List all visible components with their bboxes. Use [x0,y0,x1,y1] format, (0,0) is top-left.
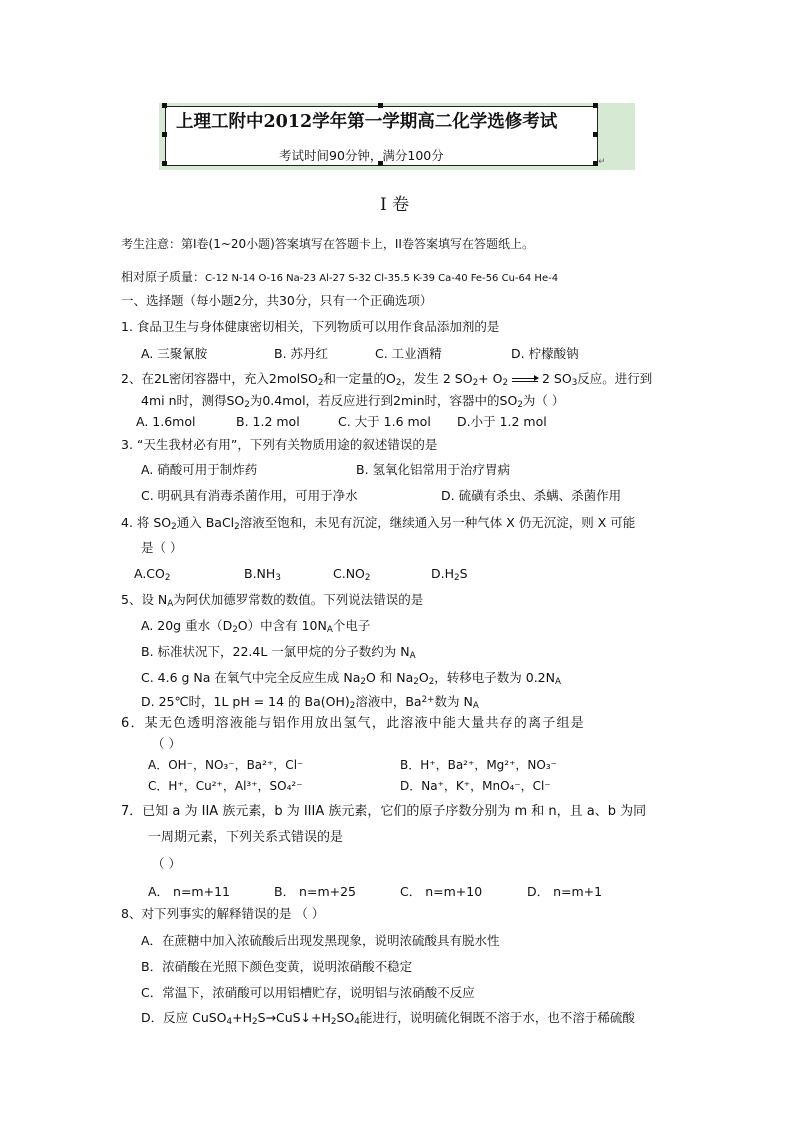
subscript: 2 [234,522,240,533]
text: O [418,670,429,685]
text: 溶液中，Ba [355,694,422,709]
text: 溶液至饱和，未见有沉淀，继续通入另一种气体 X 仍无沉淀，则 X 可能 [239,515,636,530]
q1-stem: 1. 食品卫生与身体健康密切相关，下列物质可以用作食品添加剂的是 [121,319,500,334]
q1-option-a: A. 三聚氰胺 [141,346,208,361]
q7-option-a: A． n=m+11 [148,884,230,899]
text: 和一定量的O [323,371,396,386]
subscript: A [409,651,416,662]
q1-option-b: B. 苏丹红 [274,346,329,361]
q3-option-a: A. 硝酸可用于制炸药 [141,462,258,477]
subscript: A [326,625,333,636]
q4-option-b [244,565,281,583]
exam-title: 上理工附中2012学年第一学期高二化学选修考试 [176,112,558,132]
subscript: 2 [171,522,177,533]
text: 为（ ） [522,393,565,408]
text: 为0.4mol，若反应进行到2min时，容器中的SO [249,393,518,408]
paragraph-mark-icon: ↵ [598,157,606,167]
text: S→CuS↓+H [257,1010,331,1025]
q2-option-b: B. 1.2 mol [236,414,300,429]
subscript: A [472,701,479,712]
text: B. 标准状况下，22.4L 一氯甲烷的分子数约为 N [141,644,410,659]
q2-option-a: A. 1.6mol [136,414,196,429]
text: A.CO [134,566,165,581]
resize-handle[interactable] [593,132,598,137]
resize-handle[interactable] [162,132,167,137]
atomic-masses [121,268,558,288]
text: 能进行，说明硫化铜既不溶于水，也不溶于稀硫酸 [359,1010,635,1025]
text: + O [478,371,503,386]
subscript: 4 [226,1017,233,1028]
q7-option-b: B． n=m+25 [274,884,357,899]
subscript: 3 [275,573,281,584]
text: 反应。进行到 [577,371,653,386]
text: A. 20g 重水（D [141,618,233,633]
text: 为阿伏加德罗常数的数值。下列说法错误的是 [173,592,424,607]
q7-option-d: D． n=m+1 [527,884,603,899]
q8-option-a: A．在蔗糖中加入浓硫酸后出现发黑现象，说明浓硫酸具有脱水性 [141,933,500,948]
text: 通入 BaCl [176,515,235,530]
subscript: 2 [517,400,523,411]
text: O）中含有 10N [237,618,327,633]
q4-stem-line2: 是（ ） [141,540,183,555]
q5-option-a [141,617,370,635]
q7-stem: 7．已知 a 为 IIA 族元素，b 为 IIIA 族元素，它们的原子序数分别为 m 和 n，且 a、b 为同 [121,804,647,819]
text: 2、在2L密闭容器中，充入2molSO [121,371,318,386]
resize-handle[interactable] [593,103,598,108]
text: 个电子 [332,618,371,633]
text: D.H [431,566,454,581]
q3-option-c: C. 明矾具有消毒杀菌作用，可用于净水 [141,488,358,503]
q8-stem: 8、对下列事实的解释错误的是 （ ） [121,906,325,921]
subscript: 2 [454,573,460,584]
text: C. 4.6 g Na 在氧气中完全反应生成 Na [141,670,361,685]
section-title: I 卷 [380,195,410,215]
q8-option-d [141,1009,635,1027]
q8-option-b: B．浓硝酸在光照下颜色变黄，说明浓硝酸不稳定 [141,959,413,974]
notice: 考生注意：第I卷(1~20小题)答案填写在答题卡上，II卷答案填写在答题纸上。 [121,237,534,251]
resize-handle[interactable] [162,161,167,166]
subscript: 2 [413,677,419,688]
q7-paren: （ ） [152,856,181,871]
text: 数为 N [434,694,473,709]
part1-heading: 一、选择题（每小题2分，共30分，只有一个正确选项） [121,293,433,308]
superscript: 2+ [421,695,435,706]
text: +H [232,1010,252,1025]
q5-option-b [141,643,416,661]
q3-stem: 3. “天生我材必有用”，下列有关物质用途的叙述错误的是 [121,437,438,452]
text: 5、设 N [121,592,168,607]
text: S [459,566,468,581]
text: 2 SO [538,371,572,386]
subscript: 2 [502,378,509,389]
q2-option-c: C. 大于 1.6 mol [338,414,431,429]
q6-option-c: C．H⁺，Cu²⁺，Al³⁺，SO₄²⁻ [148,779,303,793]
subscript: 3 [571,378,578,389]
text: D. 25℃时，1L pH = 14 的 Ba(OH) [141,694,350,709]
subscript: 2 [349,701,356,712]
text: O 和 Na [365,670,414,685]
q6-paren: （ ） [152,736,181,751]
subscript: A [555,677,561,688]
text: D．反应 CuSO [141,1010,227,1025]
q8-option-c: C．常温下，浓硝酸可以用铝槽贮存，说明铝与浓硝酸不反应 [141,985,475,1000]
q1-option-c: C. 工业酒精 [375,346,442,361]
text: SO [336,1010,355,1025]
q2-stem [121,370,652,388]
q7-stem-line2: 一周期元素，下列关系式错误的是 [148,830,344,845]
q6-option-d: D．Na⁺，K⁺，MnO₄⁻，Cl⁻ [400,779,551,793]
subscript: 4 [354,1017,360,1028]
q6-option-a: A．OH⁻，NO₃⁻，Ba²⁺，Cl⁻ [148,758,304,772]
subscript: 2 [164,573,171,584]
subscript: 2 [244,400,250,411]
subscript: 2 [428,677,435,688]
q4-option-a [134,565,170,583]
subscript: 2 [330,1017,337,1028]
text: ，发生 2 SO [401,371,473,386]
subscript: 2 [251,1017,258,1028]
resize-handle[interactable] [162,103,167,108]
q5-option-c [141,669,561,687]
text: ，转移电子数为 0.2N [434,670,555,685]
q6-stem: 6．某无色透明溶液能与铝作用放出氢气，此溶液中能大量共存的离子组是 [121,716,585,731]
text: 4mi n时，测得SO [141,393,245,408]
q5-stem [121,591,423,609]
text: B.NH [244,566,276,581]
subscript: 2 [364,573,371,584]
q7-option-c: C． n=m+10 [400,884,483,899]
q5-option-d [141,693,479,711]
subscript: 2 [317,378,324,389]
atomic-masses-values: C-12 N-14 O-16 Na-23 Al-27 S-32 Cl-35.5 K-39 Ca-40 Fe-56 Cu-64 He-4 [205,273,559,284]
q4-stem [121,514,635,532]
text: C.NO [333,566,365,581]
subscript: 2 [395,378,402,389]
subscript: 2 [232,625,238,636]
q4-option-d [431,565,468,583]
subscript: 2 [360,677,366,688]
equilibrium-arrow-icon [512,375,538,385]
q3-option-b: B. 氢氧化铝常用于治疗胃病 [356,462,511,477]
q1-option-d: D. 柠檬酸钠 [511,346,579,361]
q4-option-c [333,565,370,583]
q2-option-d: D.小于 1.2 mol [457,414,547,429]
subscript: 2 [472,378,479,389]
q6-option-b: B．H⁺，Ba²⁺，Mg²⁺，NO₃⁻ [400,758,558,772]
text: 4. 将 SO [121,515,172,530]
subscript: A [167,599,174,610]
q2-stem-line2 [141,392,564,410]
exam-subtitle: 考试时间90分钟，满分100分 [279,148,444,163]
q3-option-d: D. 硫磺有杀虫、杀螨、杀菌作用 [441,488,622,503]
atomic-masses-label: 相对原子质量： [121,270,206,284]
